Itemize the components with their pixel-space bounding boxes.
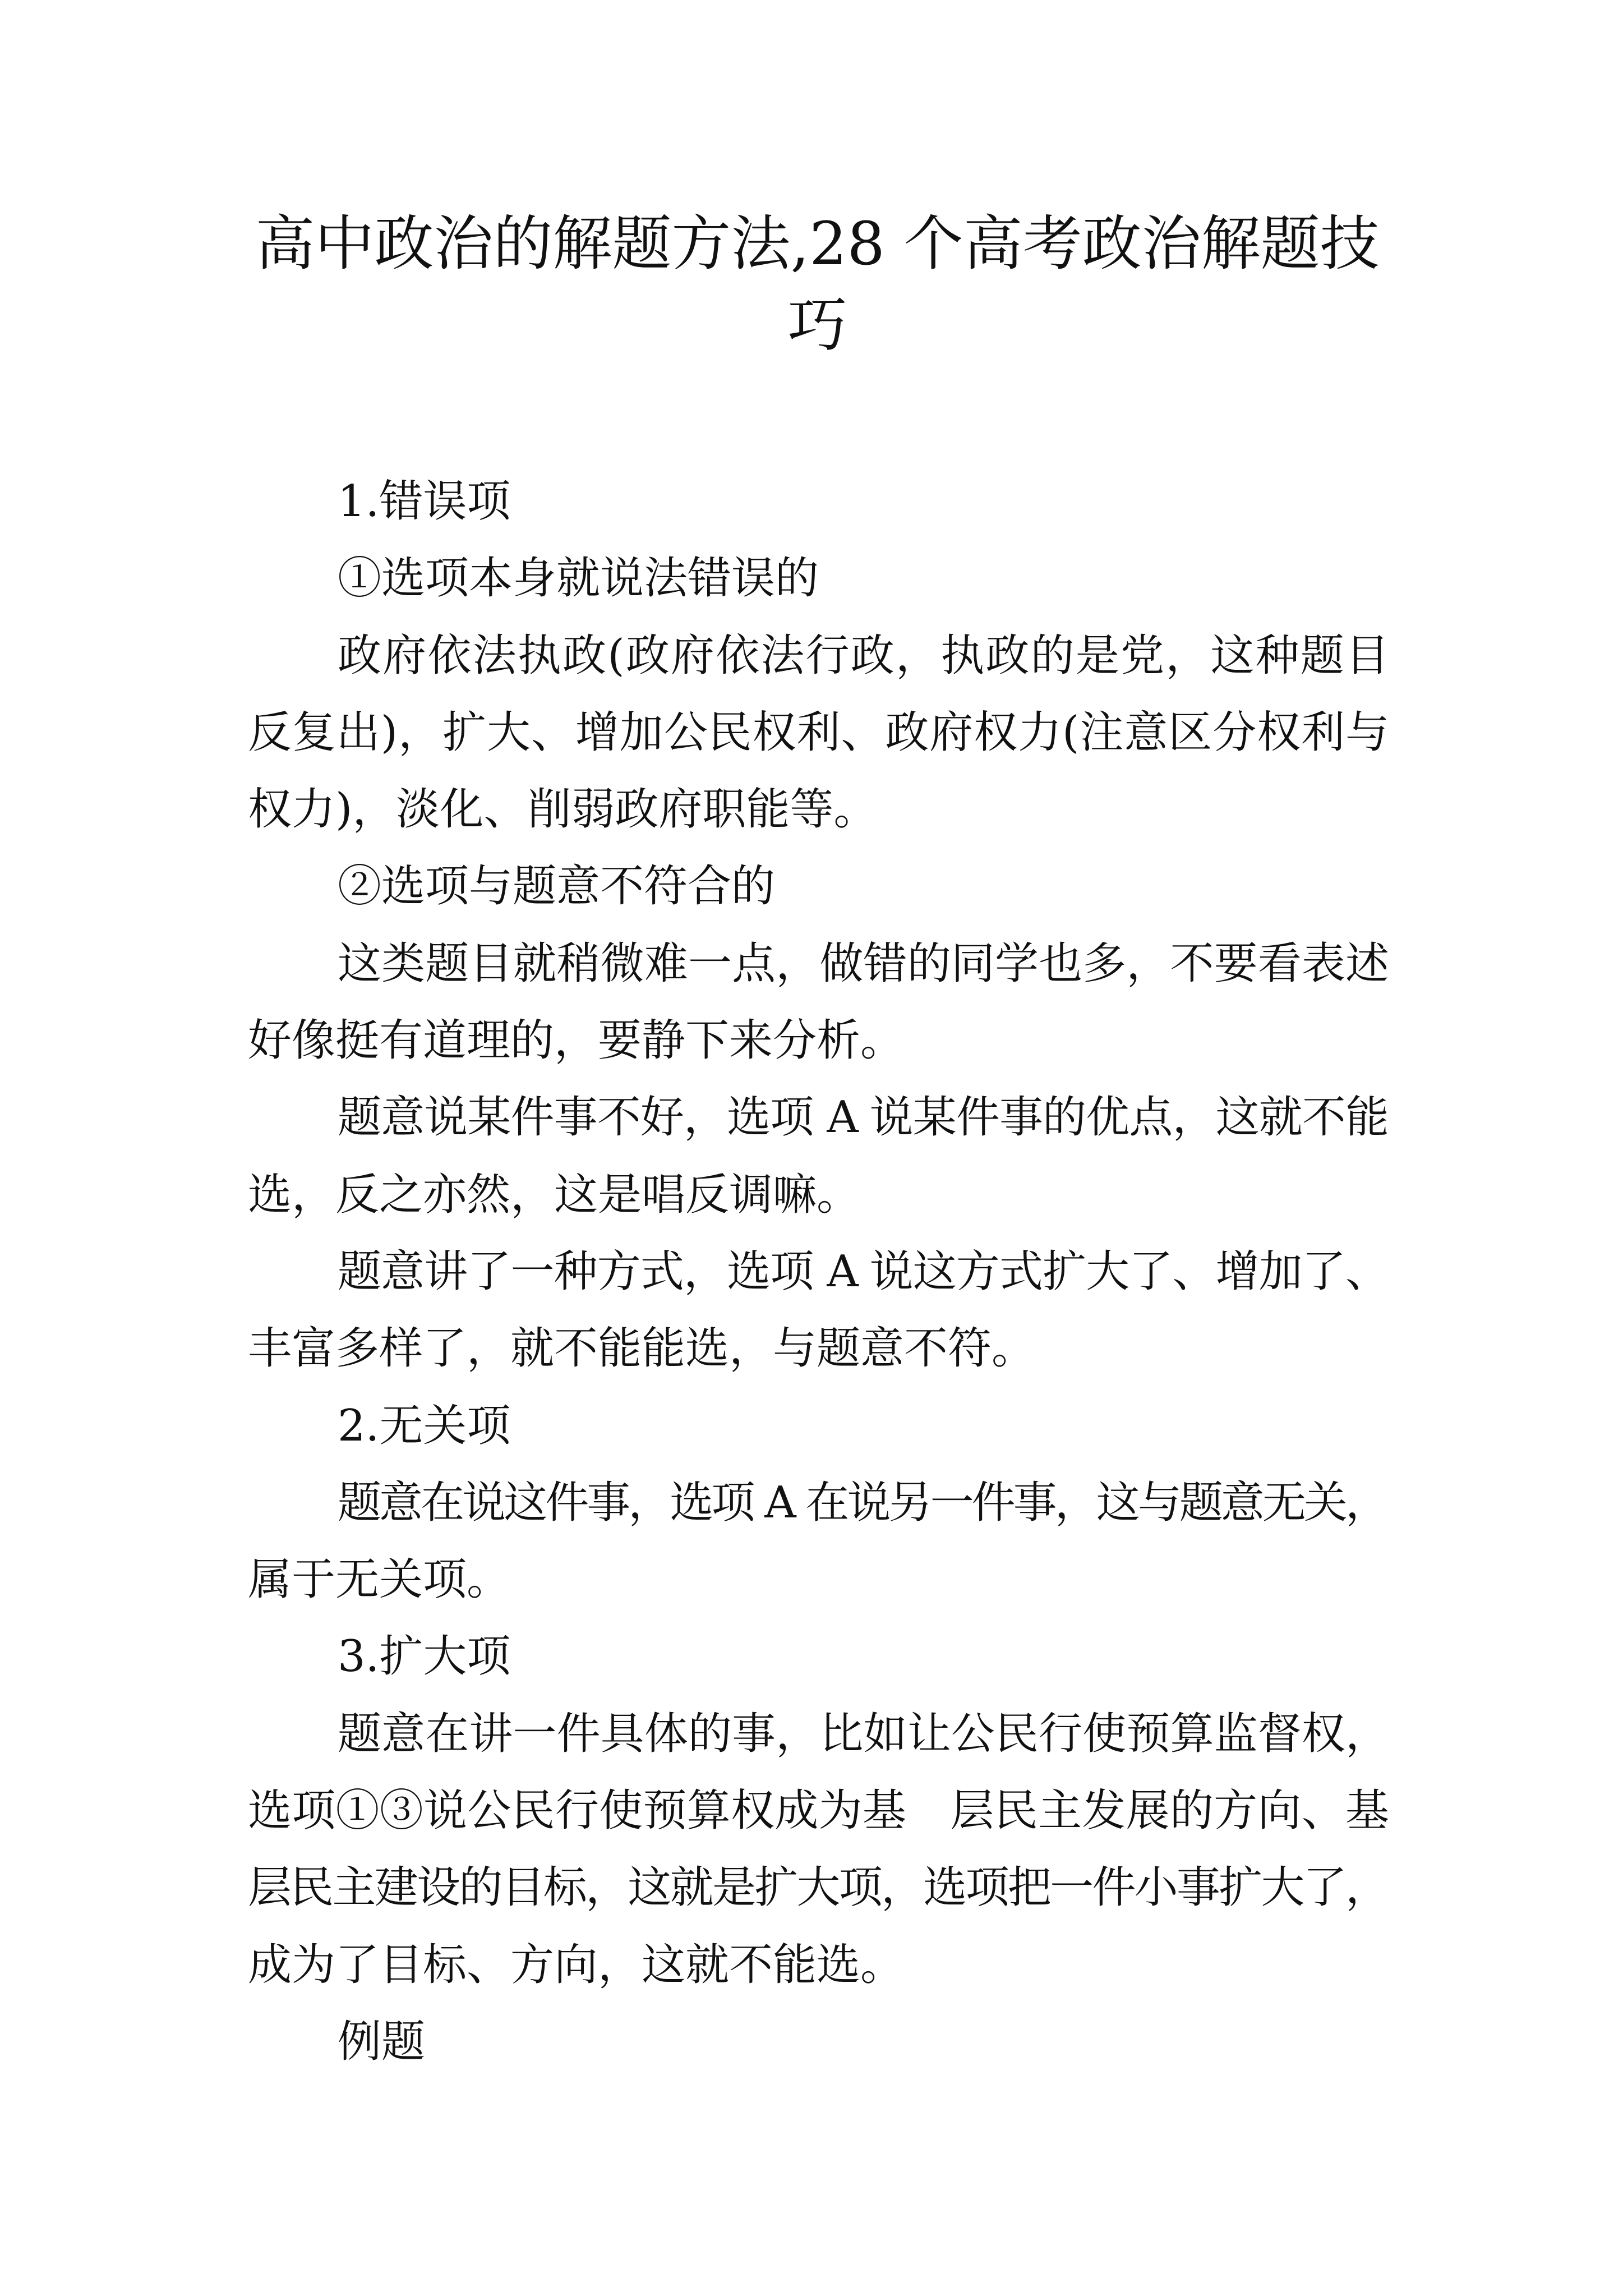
paragraph-line: 政府依法执政(政府依法行政，执政的是党，这种题目: [338, 630, 1387, 681]
body-paragraph: [248, 1234, 1387, 1388]
title-line: 高中政治的解题方法,28 个高考政治解题技: [255, 209, 1380, 278]
paragraph-line: ②选项与题意不符合的: [338, 861, 776, 912]
paragraph-line: 选，反之亦然，这是唱反调嘛。: [248, 1169, 861, 1220]
paragraph-line: 层民主建设的目标，这就是扩大项，选项把一件小事扩大了，: [248, 1862, 1387, 1913]
example-label: [248, 2004, 1387, 2081]
title-line: 巧: [787, 291, 847, 360]
paragraph-line: 这类题目就稍微难一点，做错的同学也多，不要看表述: [338, 938, 1387, 989]
paragraph-line: 题意讲了一种方式，选项 A 说这方式扩大了、增加了、: [338, 1246, 1387, 1297]
paragraph-line: ①选项本身就说法错误的: [338, 553, 819, 604]
body-paragraph: [248, 1696, 1387, 2004]
subheading-incorrect-statement: [248, 540, 1387, 617]
paragraph-line: 题意说某件事不好，选项 A 说某件事的优点，这就不能: [338, 1092, 1387, 1143]
paragraph-line: 题意在说这件事，选项 A 在说另一件事，这与题意无关，: [338, 1477, 1387, 1528]
subheading-mismatch: [248, 848, 1387, 925]
paragraph-line: 权力)，淡化、削弱政府职能等。: [248, 784, 878, 835]
paragraph-line: 选项①③说公民行使预算权成为基 层民主发展的方向、基: [248, 1786, 1387, 1837]
document-content: [248, 203, 1387, 2081]
section-heading-error-options: [248, 463, 1387, 540]
paragraph-line: 1.错误项: [338, 476, 511, 527]
paragraph-line: 题意在讲一件具体的事，比如让公民行使预算监督权，: [338, 1708, 1387, 1759]
paragraph-line: 属于无关项。: [248, 1554, 511, 1605]
paragraph-line: 反复出)，扩大、增加公民权利、政府权力(注意区分权利与: [248, 707, 1387, 758]
paragraph-line: 例题: [338, 2016, 426, 2067]
body-paragraph: [248, 1465, 1387, 1619]
section-heading-irrelevant-options: [248, 1388, 1387, 1465]
paragraph-line: 丰富多样了，就不能能选，与题意不符。: [248, 1323, 1036, 1374]
paragraph-line: 2.无关项: [338, 1400, 511, 1451]
body-paragraph: [248, 1079, 1387, 1234]
paragraph-line: 成为了目标、方向，这就不能选。: [248, 1939, 905, 1990]
section-heading-expanded-options: [248, 1618, 1387, 1695]
document-body: [248, 463, 1387, 2081]
body-paragraph: [248, 618, 1387, 849]
paragraph-line: 3.扩大项: [338, 1631, 511, 1682]
body-paragraph: [248, 926, 1387, 1080]
document-title: [248, 203, 1387, 366]
paragraph-line: 好像挺有道理的，要静下来分析。: [248, 1015, 905, 1066]
